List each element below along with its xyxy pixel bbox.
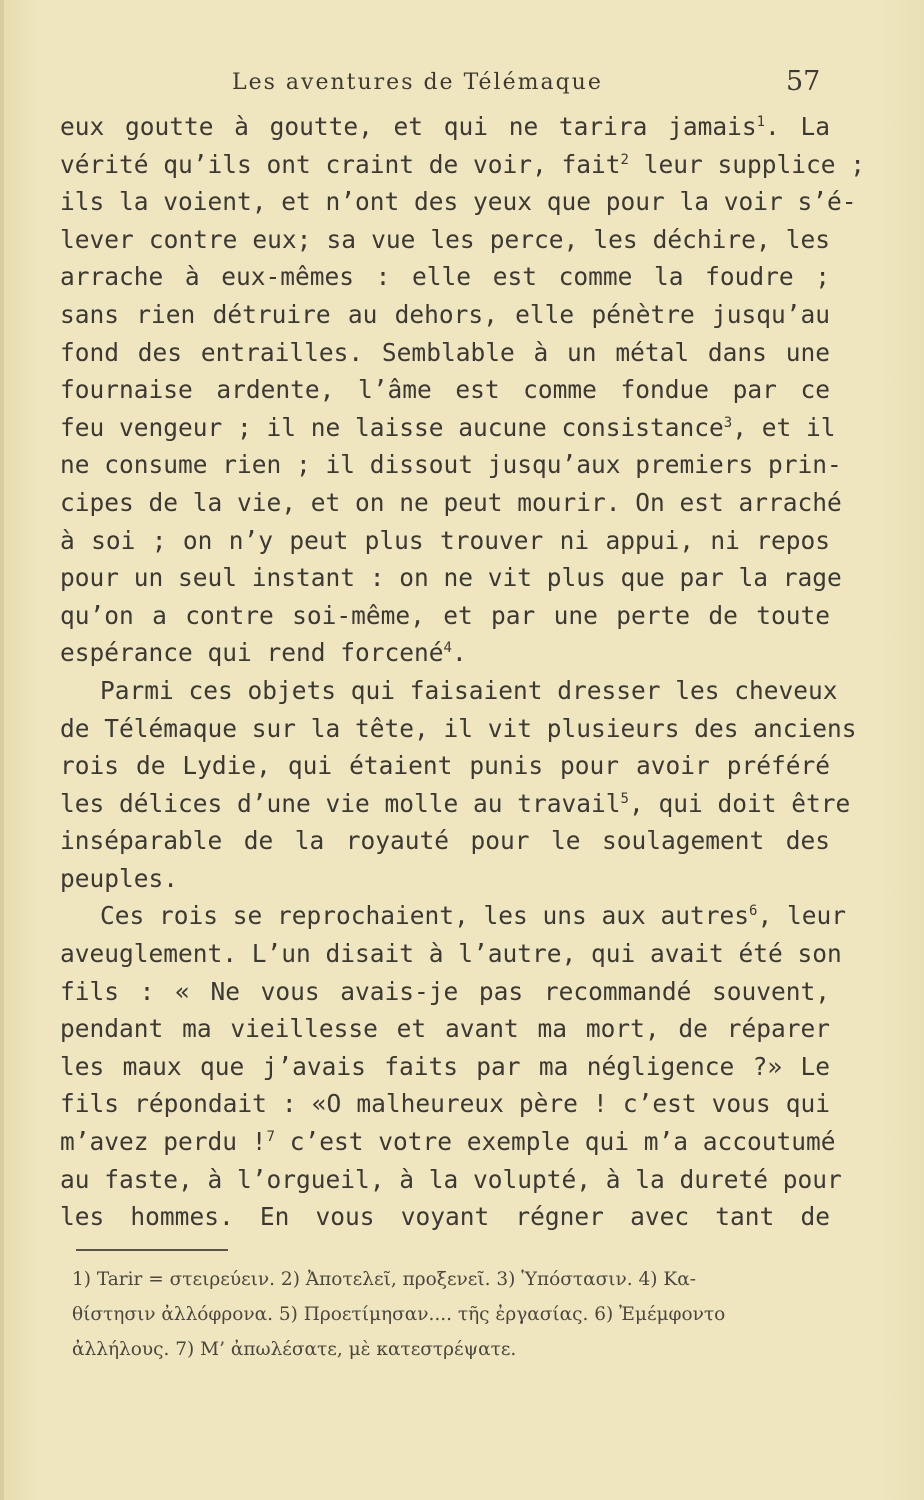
footnote-ref: 2 [620, 151, 629, 168]
text-line: ils la voient, et n’ont des yeux que pour la voir s’é- [60, 187, 857, 217]
paragraph-start-line: Ces rois se reprochaient, les uns aux autres$^6$, leur [100, 901, 846, 931]
text-line: vérité qu’ils ont craint de voir, fait$^2$ leur supplice ; [60, 149, 865, 179]
text-line: au faste, à l’orgueil, à la volupté, à la dureté pour [60, 1164, 842, 1194]
text-line: ne consume rien ; il dissout jusqu’aux premiers prin- [60, 450, 842, 480]
running-title: Les aventures de Télémaque [232, 70, 603, 95]
text-line: fond des entrailles. Semblable à un métal dans une [60, 337, 830, 367]
text-line: rois de Lydie, qui étaient punis pour avoir préféré [60, 751, 830, 781]
text-line: arrache à eux-mêmes : elle est comme la foudre ; [60, 262, 830, 292]
page-edge [0, 0, 4, 1500]
text-line: inséparable de la royauté pour le soulagement des [60, 826, 830, 856]
text-line: feu vengeur ; il ne laisse aucune consistance$^3$, et il [60, 412, 836, 442]
footnotes [72, 1262, 832, 1367]
text-line: lever contre eux; sa vue les perce, les déchire, les [60, 224, 830, 254]
text-line: sans rien détruire au dehors, elle pénètre jusqu’au [60, 299, 830, 329]
footnote-line: θίστησιν ἀλλόφρονα. 5) Προετίμησαν.... τῆς ἐργασίας. 6) Ἐμέμφοντο [72, 1304, 726, 1325]
text-line: pendant ma vieillesse et avant ma mort, de réparer [60, 1014, 830, 1044]
text-line: m’avez perdu !$^7$ c’est votre exemple qui m’a accoutumé [60, 1127, 836, 1157]
footnote-divider [76, 1249, 228, 1251]
text-line: aveuglement. L’un disait à l’autre, qui avait été son [60, 939, 842, 969]
text-line: eux goutte à goutte, et qui ne tarira jamais$^1$. La [60, 112, 830, 141]
text-line: les maux que j’avais faits par ma négligence ?» Le [60, 1051, 830, 1081]
text-line: les hommes. En vous voyant régner avec tant de [60, 1202, 830, 1232]
text-line: espérance qui rend forcené$^4$. [60, 638, 467, 668]
page-number: 57 [786, 66, 821, 97]
text-line: fils répondait : «O malheureux père ! c’est vous qui [60, 1089, 830, 1119]
page-header [0, 68, 924, 102]
paragraph-start-line: Parmi ces objets qui faisaient dresser les cheveux [100, 675, 838, 705]
footnote-ref: 1 [756, 114, 766, 130]
text-line: les délices d’une vie molle au travail$^5$, qui doit être [60, 788, 851, 818]
footnote-ref: 4 [443, 640, 452, 657]
text-line: à soi ; on n’y peut plus trouver ni appui, ni repos [60, 525, 830, 555]
text-line: fournaise ardente, l’âme est comme fondue par ce [60, 375, 830, 405]
text-line: de Télémaque sur la tête, il vit plusieurs des anciens [60, 713, 857, 743]
footnote-ref: 6 [749, 903, 758, 920]
text-line: fils : « Ne vous avais-je pas recommandé souvent, [60, 976, 830, 1006]
footnote-ref: 5 [620, 790, 629, 807]
text-line: cipes de la vie, et on ne peut mourir. On est arraché [60, 487, 842, 517]
text-line: qu’on a contre soi-même, et par une perte de toute [60, 600, 830, 630]
footnote-line: ἀλλήλους. 7) Μ’ ἀπωλέσατε, μὲ κατεστρέψατε. [72, 1339, 517, 1360]
body-text [60, 108, 865, 1236]
text-line: pour un seul instant : on ne vit plus que par la rage [60, 563, 842, 593]
footnote-ref: 3 [723, 414, 733, 431]
footnote-ref: 7 [266, 1129, 275, 1146]
footnote-line: 1) Tarir = στειρεύειν. 2) Ἀποτελεῖ, προξενεῖ. 3) Ὑπόστασιν. 4) Κα- [72, 1269, 696, 1290]
text-line: peuples. [60, 863, 179, 893]
